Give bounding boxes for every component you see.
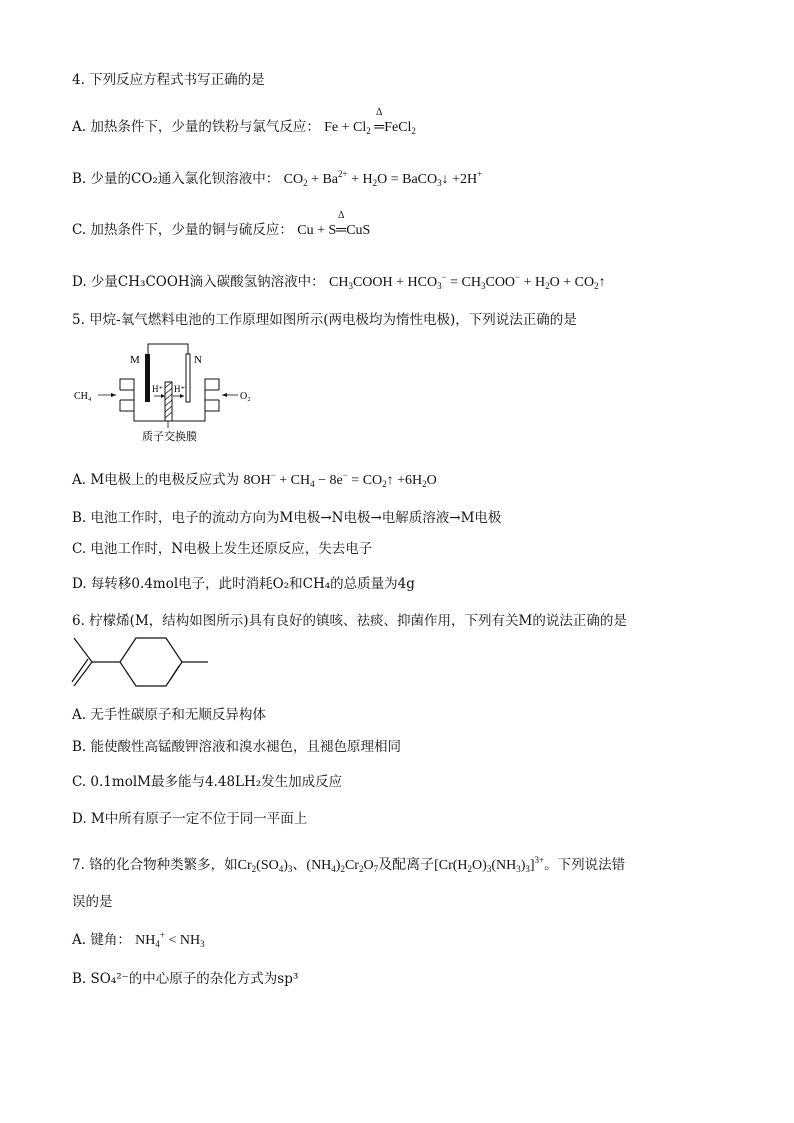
q7-option-a-relation: $NH_4^+ < NH_3$ xyxy=(135,930,205,949)
external-wire xyxy=(148,344,188,364)
q7-stem-post: 。下列说法错 xyxy=(544,857,626,873)
electrode-m xyxy=(145,354,150,402)
label-o2: O₂ xyxy=(240,391,251,402)
q4-option-b[interactable] xyxy=(72,167,482,188)
limonene-structure xyxy=(70,632,220,694)
q5-option-d[interactable]: D. 每转移0.4mol电子，此时消耗O₂和CH₄的总质量为4g xyxy=(72,576,415,592)
q7-option-a-label: A. 键角： xyxy=(72,932,131,948)
q7-stem-line1 xyxy=(72,853,625,874)
q4-option-c-equation: Cu + S Δ ═CuS xyxy=(297,210,371,238)
label-n: N xyxy=(194,354,202,366)
q4-option-a-label: A. 加热条件下，少量的铁粉与氯气反应： xyxy=(72,119,320,135)
q4-option-b-label: B. 少量的CO₂通入氯化钡溶液中： xyxy=(72,171,280,187)
q6-option-a[interactable]: A. 无手性碳原子和无顺反异构体 xyxy=(72,707,266,723)
q7-option-a[interactable] xyxy=(72,928,205,949)
label-ch4: CH₄ xyxy=(74,391,92,402)
q7-stem-line2: 误的是 xyxy=(72,894,113,910)
q4-option-a[interactable] xyxy=(72,107,416,136)
q6-option-b[interactable]: B. 能使酸性高锰酸钾溶液和溴水褪色，且褪色原理相同 xyxy=(72,739,402,755)
label-membrane: 质子交换膜 xyxy=(142,430,197,443)
q4-option-c-label: C. 加热条件下，少量的铜与硫反应： xyxy=(72,222,293,238)
electrode-n xyxy=(186,354,190,402)
q6-option-c[interactable]: C. 0.1molM最多能与4.48LH₂发生加成反应 xyxy=(72,774,343,790)
label-h-plus-2: H⁺ xyxy=(174,384,186,394)
q7-stem-formulas: $Cr_2(SO_4)_3$、$(NH_4)_2Cr_2O_7$及配离子$[Cr(H_2O)_3(NH_3)_3]^{3+}$ xyxy=(237,855,545,874)
q4-option-b-equation: $CO_2 + Ba^{2+} + H_2O$ = BaCO$_3$↓ +2H+ xyxy=(283,169,483,188)
q5-stem: 5. 甲烷-氧气燃料电池的工作原理如图所示(两电极均为惰性电极)，下列说法正确的是 xyxy=(72,312,577,328)
q4-option-a-equation: $Fe + Cl_2$ Δ ═FeCl$_2$ xyxy=(324,107,416,136)
q4-stem: 4. 下列反应方程式书写正确的是 xyxy=(72,72,265,88)
q7-option-b[interactable]: B. SO₄²⁻的中心原子的杂化方式为sp³ xyxy=(72,971,299,987)
label-m: M xyxy=(130,354,140,366)
fuel-cell-diagram xyxy=(70,336,260,446)
q5-option-b[interactable]: B. 电池工作时，电子的流动方向为M电极→N电极→电解质溶液→M电极 xyxy=(72,510,502,526)
q4-option-d-equation: $CH_3COOH + HCO_3^- = CH_3COO^- + H_2O$ + $CO_2↑$ xyxy=(328,272,606,291)
q4-option-d[interactable] xyxy=(72,270,606,291)
q4-option-c[interactable] xyxy=(72,210,371,239)
q5-option-c[interactable]: C. 电池工作时，N电极上发生还原反应，失去电子 xyxy=(72,541,373,557)
q5-option-a-equation: $8OH^- + CH_4 - 8e^-$ = $CO_2↑ +6H_2O$ xyxy=(243,470,437,489)
q6-option-d[interactable]: D. M中所有原子一定不位于同一平面上 xyxy=(72,811,308,827)
q7-stem-pre: 7. 铬的化合物种类繁多，如 xyxy=(72,857,238,873)
q6-stem: 6. 柠檬烯(M，结构如图所示)具有良好的镇咳、祛痰、抑菌作用，下列有关M的说法正确的是 xyxy=(72,613,627,629)
q5-option-a[interactable] xyxy=(72,468,437,489)
q5-option-a-label: A. M电极上的电极反应式为 xyxy=(72,472,240,488)
label-h-plus-1: H⁺ xyxy=(152,384,164,394)
q4-option-d-label: D. 少量CH₃COOH滴入碳酸氢钠溶液中： xyxy=(72,274,325,290)
